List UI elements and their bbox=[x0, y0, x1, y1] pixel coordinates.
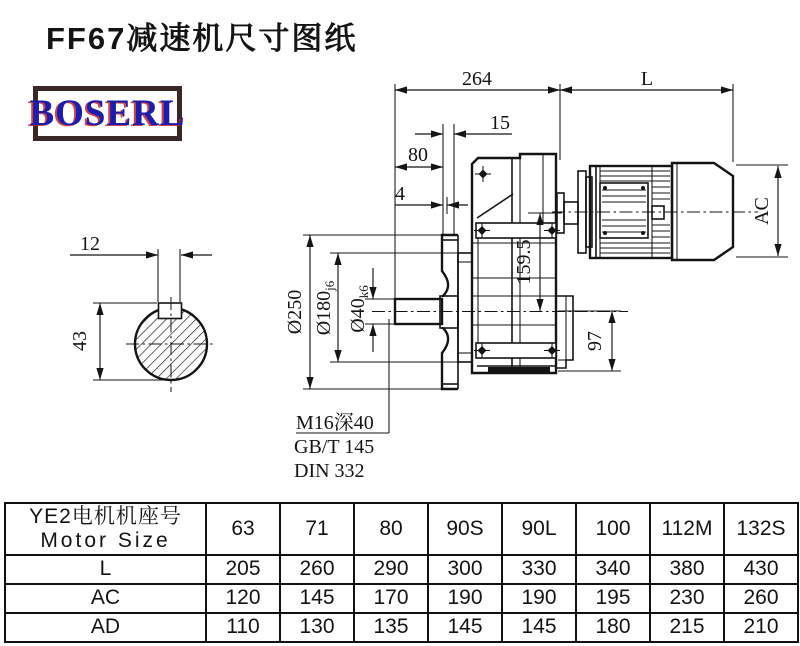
motor-size-header-cn: YE2电机机座号 bbox=[29, 504, 182, 528]
table-cell: 170 bbox=[354, 584, 428, 613]
table-cell: 130 bbox=[280, 613, 354, 642]
note-std-din: DIN 332 bbox=[294, 460, 365, 482]
dim-spigot-dia-label: $Ø180_{j6}$ bbox=[313, 280, 337, 336]
main-view bbox=[372, 154, 758, 389]
table-cell: 120 bbox=[206, 584, 280, 613]
column-header: 90L bbox=[502, 503, 576, 555]
column-header: 132S bbox=[724, 503, 798, 555]
dim-L-label: L bbox=[640, 68, 654, 90]
table-cell: 430 bbox=[724, 555, 798, 584]
dim-AC-label: AC bbox=[751, 197, 773, 225]
table-cell: 145 bbox=[502, 613, 576, 642]
table-cell: 190 bbox=[428, 584, 502, 613]
column-header: 100 bbox=[576, 503, 650, 555]
note-std-gb: GB/T 145 bbox=[294, 436, 375, 458]
table-cell: 145 bbox=[280, 584, 354, 613]
table-cell: 135 bbox=[354, 613, 428, 642]
motor-size-header-cell bbox=[5, 503, 206, 555]
table-row bbox=[5, 584, 798, 613]
column-header: 63 bbox=[206, 503, 280, 555]
dim-97-label: 97 bbox=[584, 331, 606, 351]
page-title: FF67减速机尺寸图纸 bbox=[46, 21, 358, 56]
dim-flange-dia-label: Ø250 bbox=[284, 289, 306, 335]
dim-15-label: 15 bbox=[490, 112, 510, 134]
table-cell: 380 bbox=[650, 555, 724, 584]
brand-logo-text: BOSERL bbox=[29, 93, 186, 134]
table-cell: 180 bbox=[576, 613, 650, 642]
column-header: 71 bbox=[280, 503, 354, 555]
table-cell: 260 bbox=[280, 555, 354, 584]
table-cell: 190 bbox=[502, 584, 576, 613]
dimension-labels bbox=[284, 68, 773, 482]
dim-80-label: 80 bbox=[408, 144, 428, 166]
table-cell: 340 bbox=[576, 555, 650, 584]
table-cell: 210 bbox=[724, 613, 798, 642]
table-cell: 195 bbox=[576, 584, 650, 613]
dim-264-label: 264 bbox=[462, 68, 492, 90]
table-header-row bbox=[5, 503, 798, 555]
column-header: 112M bbox=[650, 503, 724, 555]
dim-4-label: 4 bbox=[395, 183, 405, 205]
row-label: AD bbox=[5, 613, 206, 642]
motor-size-header-en: Motor Size bbox=[40, 529, 171, 552]
dim-key-height-label: 43 bbox=[69, 331, 91, 351]
table-cell: 110 bbox=[206, 613, 280, 642]
row-label: L bbox=[5, 555, 206, 584]
motor-size-table bbox=[4, 502, 799, 643]
table-cell: 300 bbox=[428, 555, 502, 584]
table-cell: 260 bbox=[724, 584, 798, 613]
table-cell: 330 bbox=[502, 555, 576, 584]
table-cell: 145 bbox=[428, 613, 502, 642]
dim-key-width-label: 12 bbox=[80, 233, 100, 255]
table-row bbox=[5, 555, 798, 584]
column-header: 80 bbox=[354, 503, 428, 555]
column-header: 90S bbox=[428, 503, 502, 555]
table-cell: 230 bbox=[650, 584, 724, 613]
table-cell: 205 bbox=[206, 555, 280, 584]
dim-shaft-dia-label: $Ø40_{k6}$ bbox=[347, 285, 371, 333]
table-row bbox=[5, 613, 798, 642]
table-cell: 290 bbox=[354, 555, 428, 584]
row-label: AC bbox=[5, 584, 206, 613]
table-cell: 215 bbox=[650, 613, 724, 642]
dim-159-5-label: 159.5 bbox=[513, 239, 535, 285]
note-tap-hole: M16深40 bbox=[296, 412, 374, 434]
side-view bbox=[69, 233, 216, 392]
